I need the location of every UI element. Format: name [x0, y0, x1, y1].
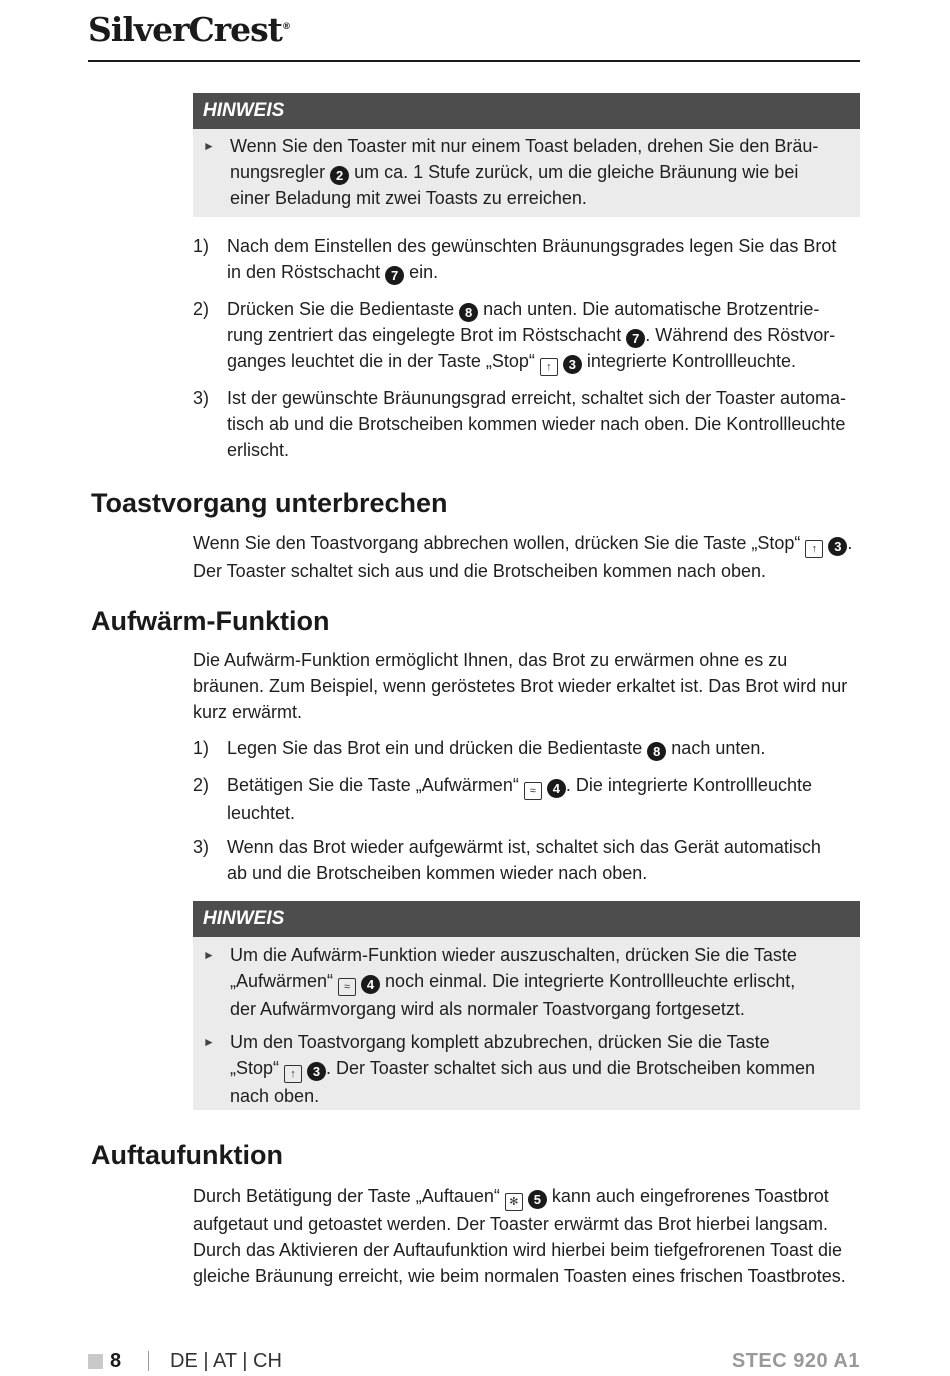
text: .	[847, 533, 853, 553]
list-item	[193, 233, 860, 285]
paragraph	[193, 647, 863, 725]
ref-number: 7	[385, 266, 404, 285]
brand-name: SilverCrest	[88, 10, 282, 49]
text: Wenn Sie den Toastvorgang abbrechen wollen, drücken Sie die Taste „Stop“	[193, 533, 806, 553]
model-number: STEC 920 A1	[731, 1350, 860, 1372]
text: gleiche Bräunung erreicht, wie beim normalen Toasten eines frischen Toastbrotes.	[193, 1266, 846, 1286]
text: integrierte Kontrollleuchte.	[581, 351, 797, 371]
step-number: 1)	[193, 738, 210, 758]
ref-number: 2	[330, 166, 349, 185]
registered-mark: ®	[281, 22, 290, 32]
list-item	[193, 834, 860, 886]
text: Durch Betätigung der Taste „Auftauen“	[193, 1186, 505, 1206]
text: . Der Toaster schaltet sich aus und die Brotscheiben kommen	[326, 1058, 815, 1078]
text: Wenn Sie den Toaster mit nur einem Toast beladen, drehen Sie den Bräu-	[230, 136, 819, 156]
note-box-2	[193, 901, 860, 1110]
text: nach unten. Die automatische Brotzentrie-	[478, 299, 820, 319]
section-heading: Aufwärm-Funktion	[91, 606, 330, 636]
page-number: 8	[110, 1350, 122, 1372]
ref-number: 8	[459, 303, 478, 322]
text: „Stop“	[230, 1058, 285, 1078]
step-number: 3)	[193, 388, 210, 408]
divider	[148, 1351, 149, 1371]
step-text	[227, 233, 860, 285]
warm-key-icon: ≈	[338, 978, 356, 996]
text: Betätigen Sie die Taste „Aufwärmen“	[227, 775, 524, 795]
ref-number: 4	[547, 779, 566, 798]
text: erlischt.	[227, 440, 290, 460]
text: bräunen. Zum Beispiel, wenn geröstetes Brot wieder erkaltet ist. Das Brot wird nur	[193, 676, 848, 696]
text: Um die Aufwärm-Funktion wieder auszuschalten, drücken Sie die Taste	[230, 945, 797, 965]
paragraph	[193, 530, 863, 584]
text: Drücken Sie die Bedientaste	[227, 299, 460, 319]
list-item	[193, 772, 860, 826]
ref-number: 5	[528, 1190, 547, 1209]
text: kurz erwärmt.	[193, 702, 303, 722]
text: rung zentriert das eingelegte Brot im Röstschacht	[227, 325, 627, 345]
step-number: 3)	[193, 837, 210, 857]
note-bullet	[193, 1029, 860, 1109]
step-number: 1)	[193, 236, 210, 256]
page-footer	[88, 1346, 860, 1376]
text: in den Röstschacht	[227, 262, 386, 282]
footer-marker	[88, 1354, 103, 1369]
text: ganges leuchtet die in der Taste „Stop“	[227, 351, 540, 371]
section-heading: Auftaufunktion	[91, 1140, 283, 1170]
ref-number: 3	[563, 355, 582, 374]
step-number: 2)	[193, 299, 210, 319]
step-text	[227, 834, 860, 886]
text: Durch das Aktivieren der Auftaufunktion wird hierbei beim tiefgefrorenen Toast die	[193, 1240, 843, 1260]
step-text	[227, 772, 860, 826]
note-title: HINWEIS	[193, 901, 860, 937]
stop-key-icon: ↑	[805, 540, 823, 558]
list-item	[193, 296, 860, 376]
text: ein.	[404, 262, 439, 282]
text: tisch ab und die Brotscheiben kommen wieder nach oben. Die Kontrollleuchte	[227, 414, 846, 434]
paragraph	[193, 1183, 863, 1289]
text: nach unten.	[666, 738, 766, 758]
ref-number: 8	[647, 742, 666, 761]
ref-number: 3	[307, 1062, 326, 1081]
triangle-bullet-icon: ►	[203, 139, 215, 153]
text: Um den Toastvorgang komplett abzubrechen, drücken Sie die Taste	[230, 1032, 770, 1052]
note-box-1	[193, 93, 860, 217]
text: aufgetaut und getoastet werden. Der Toaster erwärmt das Brot hierbei langsam.	[193, 1214, 829, 1234]
note-bullet	[193, 942, 860, 1022]
text: Die Aufwärm-Funktion ermöglicht Ihnen, das Brot zu erwärmen ohne es zu	[193, 650, 788, 670]
step-number: 2)	[193, 775, 210, 795]
text: Legen Sie das Brot ein und drücken die Bedientaste	[227, 738, 648, 758]
text: . Die integrierte Kontrollleuchte	[565, 775, 812, 795]
triangle-bullet-icon: ►	[203, 1035, 215, 1049]
ref-number: 3	[828, 537, 847, 556]
text: ab und die Brotscheiben kommen wieder nach oben.	[227, 863, 648, 883]
note-bullet	[193, 133, 860, 211]
section-heading: Toastvorgang unterbrechen	[91, 488, 448, 518]
brand-logo	[88, 8, 290, 49]
text: um ca. 1 Stufe zurück, um die gleiche Bräunung wie bei	[349, 162, 799, 182]
text: noch einmal. Die integrierte Kontrollleuchte erlischt,	[380, 971, 796, 991]
text: kann auch eingefrorenes Toastbrot	[546, 1186, 829, 1206]
text: „Aufwärmen“	[230, 971, 339, 991]
stop-key-icon: ↑	[540, 358, 558, 376]
text: Der Toaster schaltet sich aus und die Brotscheiben kommen nach oben.	[193, 561, 766, 581]
text: nach oben.	[230, 1086, 320, 1106]
list-item	[193, 735, 860, 761]
language-codes: DE | AT | CH	[170, 1350, 282, 1372]
ref-number: 4	[361, 975, 380, 994]
text: nungsregler	[230, 162, 331, 182]
text: der Aufwärmvorgang wird als normaler Toastvorgang fortgesetzt.	[230, 999, 745, 1019]
step-text	[227, 735, 860, 761]
warm-key-icon: ≈	[524, 782, 542, 800]
ref-number: 7	[626, 329, 645, 348]
text: . Während des Röstvor-	[645, 325, 836, 345]
note-title: HINWEIS	[193, 93, 860, 129]
list-item	[193, 385, 860, 463]
defrost-key-icon: ✻	[505, 1193, 523, 1211]
step-text	[227, 385, 860, 463]
text: Nach dem Einstellen des gewünschten Bräunungsgrades legen Sie das Brot	[227, 236, 837, 256]
triangle-bullet-icon: ►	[203, 948, 215, 962]
stop-key-icon: ↑	[284, 1065, 302, 1083]
text: einer Beladung mit zwei Toasts zu erreichen.	[230, 188, 587, 208]
step-text	[227, 296, 860, 376]
text: leuchtet.	[227, 803, 296, 823]
text: Ist der gewünschte Bräunungsgrad erreicht, schaltet sich der Toaster automa-	[227, 388, 846, 408]
page-header	[88, 8, 860, 62]
text: Wenn das Brot wieder aufgewärmt ist, schaltet sich das Gerät automatisch	[227, 837, 821, 857]
